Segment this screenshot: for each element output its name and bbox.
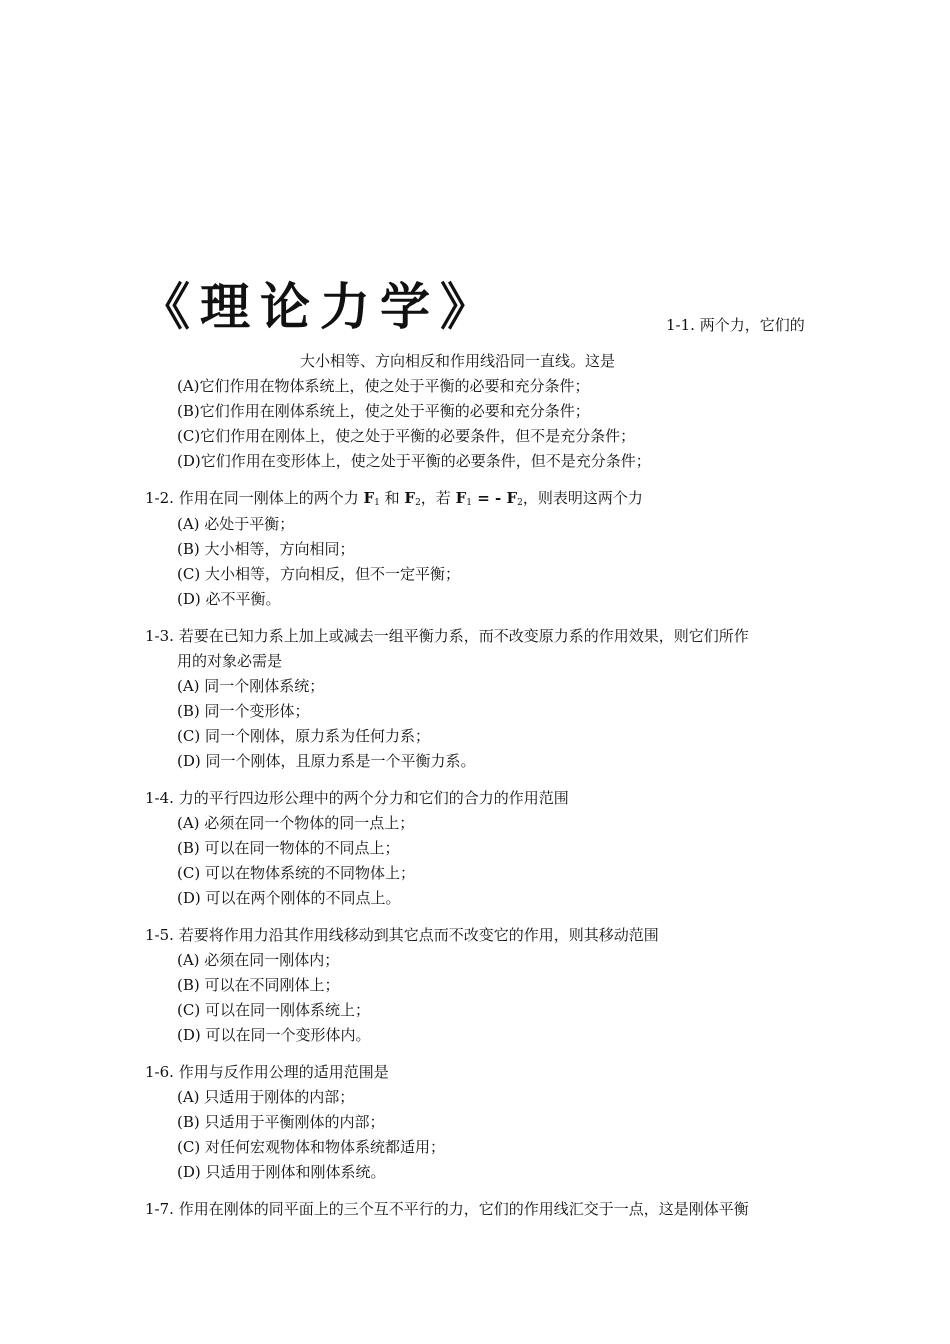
question-1-2-option-b: (B) 大小相等，方向相同； xyxy=(177,540,355,558)
equals-neg: = - xyxy=(471,489,507,507)
question-1-6-option-b: (B) 只适用于平衡刚体的内部； xyxy=(177,1113,385,1131)
q2-tail: ，则表明这两个力 xyxy=(522,489,643,507)
question-1-3-continuation: 用的对象必需是 xyxy=(177,652,283,670)
question-1-7-head: 1-7. 作用在刚体的同平面上的三个互不平行的力，它们的作用线汇交于一点，这是刚体平衡 xyxy=(145,1200,749,1218)
question-1-6-option-d: (D) 只适用于刚体和刚体系统。 xyxy=(177,1163,386,1181)
sub-1: 1 xyxy=(374,498,380,508)
vector-f2-eq: F xyxy=(506,489,518,507)
question-1-4-option-d: (D) 可以在两个刚体的不同点上。 xyxy=(177,889,401,907)
question-1-6-option-c: (C) 对任何宏观物体和物体系统都适用； xyxy=(177,1138,445,1156)
question-1-6-option-a: (A) 只适用于刚体的内部； xyxy=(177,1088,355,1106)
question-1-1-option-a: (A)它们作用在物体系统上，使之处于平衡的必要和充分条件； xyxy=(177,377,590,395)
question-1-1-option-c: (C)它们作用在刚体上，使之处于平衡的必要条件，但不是充分条件； xyxy=(177,427,636,445)
question-1-1-continuation: 大小相等、方向相反和作用线沿同一直线。这是 xyxy=(300,352,616,370)
question-1-3-option-a: (A) 同一个刚体系统； xyxy=(177,677,325,695)
question-1-5-head: 1-5. 若要将作用力沿其作用线移动到其它点而不改变它的作用，则其移动范围 xyxy=(145,926,659,944)
question-1-4-option-a: (A) 必须在同一个物体的同一点上； xyxy=(177,814,415,832)
question-1-4-option-c: (C) 可以在物体系统的不同物体上； xyxy=(177,864,415,882)
question-1-2-head xyxy=(145,487,643,508)
q2-head-text: 1-2. 作用在同一刚体上的两个力 xyxy=(145,489,364,507)
question-1-3-option-b: (B) 同一个变形体； xyxy=(177,702,310,720)
question-1-5-option-a: (A) 必须在同一刚体内； xyxy=(177,951,340,969)
question-1-2-option-a: (A) 必处于平衡； xyxy=(177,515,295,533)
vector-f1-eq: F xyxy=(455,489,467,507)
question-1-1-option-d: (D)它们作用在变形体上，使之处于平衡的必要条件，但不是充分条件； xyxy=(177,452,651,470)
question-1-1-head: 1-1. 两个力，它们的 xyxy=(666,316,805,334)
question-1-5-option-d: (D) 可以在同一个变形体内。 xyxy=(177,1026,371,1044)
sub-1-eq: 1 xyxy=(466,498,472,508)
q2-and: 和 xyxy=(379,489,405,507)
question-1-5-option-b: (B) 可以在不同刚体上； xyxy=(177,976,340,994)
question-1-2-option-c: (C) 大小相等，方向相反，但不一定平衡； xyxy=(177,565,460,583)
question-1-6-head: 1-6. 作用与反作用公理的适用范围是 xyxy=(145,1063,389,1081)
question-1-3-option-d: (D) 同一个刚体，且原力系是一个平衡力系。 xyxy=(177,752,476,770)
question-1-2-option-d: (D) 必不平衡。 xyxy=(177,590,281,608)
sub-2-eq: 2 xyxy=(517,498,523,508)
q2-if: ，若 xyxy=(420,489,456,507)
question-1-4-option-b: (B) 可以在同一物体的不同点上； xyxy=(177,839,400,857)
sub-2: 2 xyxy=(415,498,421,508)
vector-f2: F xyxy=(404,489,416,507)
question-1-1-option-b: (B)它们作用在刚体系统上，使之处于平衡的必要和充分条件； xyxy=(177,402,590,420)
document-title: 《理论力学》 xyxy=(140,277,500,336)
question-1-3-head: 1-3. 若要在已知力系上加上或减去一组平衡力系，而不改变原力系的作用效果，则它们所作 xyxy=(145,627,749,645)
question-1-5-option-c: (C) 可以在同一刚体系统上； xyxy=(177,1001,370,1019)
vector-f1: F xyxy=(363,489,375,507)
question-1-3-option-c: (C) 同一个刚体，原力系为任何力系； xyxy=(177,727,430,745)
question-1-4-head: 1-4. 力的平行四边形公理中的两个分力和它们的合力的作用范围 xyxy=(145,789,569,807)
